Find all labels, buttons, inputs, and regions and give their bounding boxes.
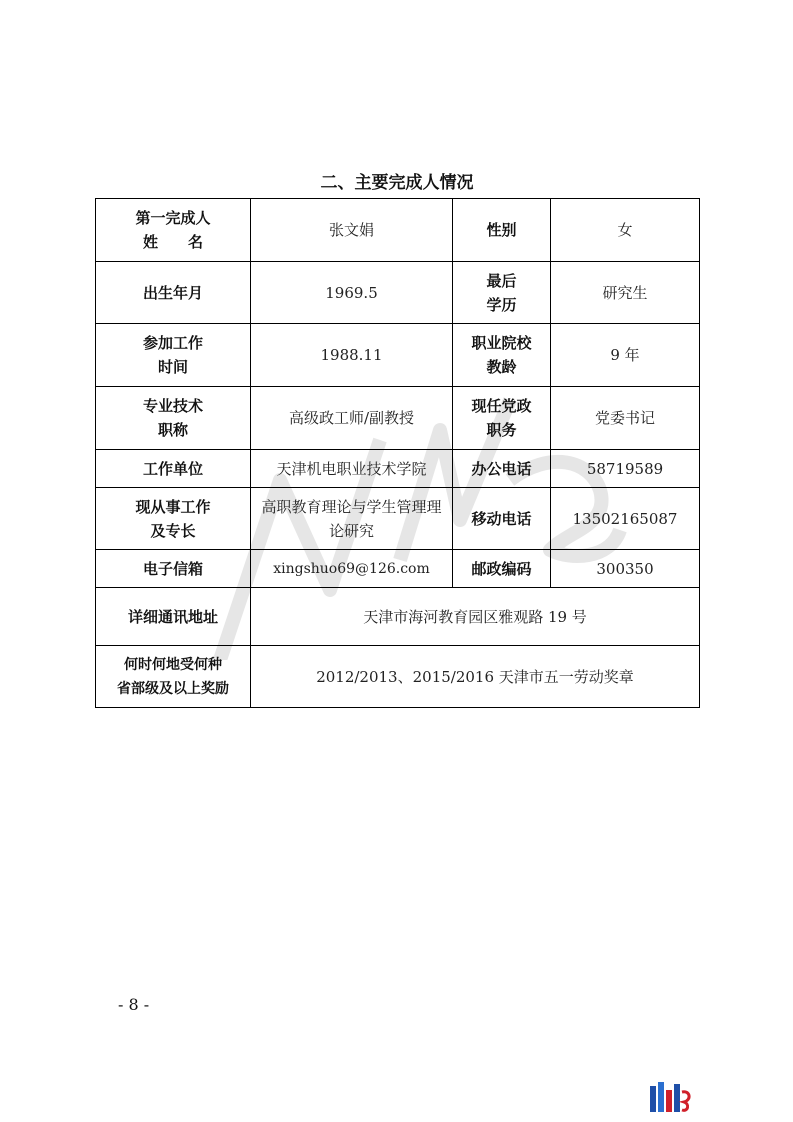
table-row [96, 646, 700, 708]
label-name: 第一完成人 姓 名 [96, 199, 251, 262]
brand-logo-icon [650, 1080, 692, 1114]
value-position: 党委书记 [551, 387, 700, 450]
value-employer: 天津机电职业技术学院 [251, 450, 453, 488]
value-name: 张文娟 [251, 199, 453, 262]
label-email: 电子信箱 [96, 550, 251, 588]
table-row [96, 450, 700, 488]
value-awards: 2012/2013、2015/2016 天津市五一劳动奖章 [251, 646, 700, 708]
value-email: xingshuo69@126.com [251, 550, 453, 588]
info-table [95, 198, 700, 708]
table-row [96, 262, 700, 324]
label-mobile: 移动电话 [453, 488, 551, 550]
label-address: 详细通讯地址 [96, 588, 251, 646]
section-title: 二、主要完成人情况 [320, 173, 474, 193]
label-title: 专业技术 职称 [96, 387, 251, 450]
label-work-start: 参加工作 时间 [96, 324, 251, 387]
label-position: 现任党政 职务 [453, 387, 551, 450]
label-employer: 工作单位 [96, 450, 251, 488]
table-row [96, 199, 700, 262]
label-birth: 出生年月 [96, 262, 251, 324]
table-row [96, 324, 700, 387]
value-address: 天津市海河教育园区雅观路 19 号 [251, 588, 700, 646]
value-postcode: 300350 [551, 550, 700, 588]
value-work-start: 1988.11 [251, 324, 453, 387]
table-row [96, 588, 700, 646]
value-teaching-years: 9 年 [551, 324, 700, 387]
label-postcode: 邮政编码 [453, 550, 551, 588]
label-office-phone: 办公电话 [453, 450, 551, 488]
value-education: 研究生 [551, 262, 700, 324]
label-education: 最后 学历 [453, 262, 551, 324]
value-office-phone: 58719589 [551, 450, 700, 488]
table-row [96, 488, 700, 550]
value-gender: 女 [551, 199, 700, 262]
label-specialty: 现从事工作 及专长 [96, 488, 251, 550]
label-awards: 何时何地受何种 省部级及以上奖励 [96, 646, 251, 708]
page-number: - 8 - [118, 995, 150, 1014]
label-gender: 性别 [453, 199, 551, 262]
table-row [96, 387, 700, 450]
table-row [96, 550, 700, 588]
value-title: 高级政工师/副教授 [251, 387, 453, 450]
label-teaching-years: 职业院校 教龄 [453, 324, 551, 387]
value-mobile: 13502165087 [551, 488, 700, 550]
value-specialty: 高职教育理论与学生管理理论研究 [251, 488, 453, 550]
value-birth: 1969.5 [251, 262, 453, 324]
